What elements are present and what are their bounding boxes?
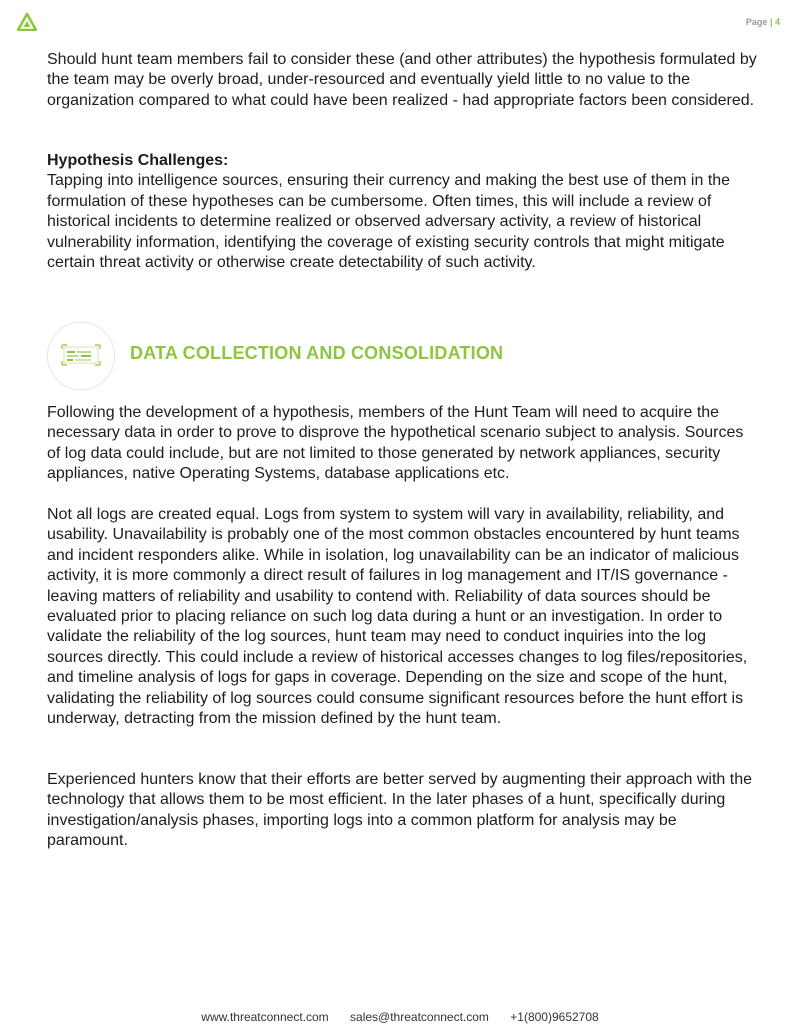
challenges-heading: Hypothesis Challenges: xyxy=(47,152,229,169)
section-title: DATA COLLECTION AND CONSOLIDATION xyxy=(130,343,504,363)
page-number xyxy=(746,17,780,27)
section-icon-circle xyxy=(47,322,115,390)
paragraph-3: Following the development of a hypothesis, members of the Hunt Team will need to acquire the necessary data in order to prove to disprove the hypothetical scenario subject to analysis. Sources of log data could include, but are not limited to those generated by network appliances, security appliances, native Operating Systems, database applications etc. xyxy=(47,404,744,483)
threatconnect-logo xyxy=(17,13,37,31)
paragraph-1: Should hunt team members fail to consider these (and other attributes) the hypothesis formulated by the team may be overly broad, under-resourced and eventually yield little to no value to the organization compared to what could have been realized - had appropriate factors been considered. xyxy=(47,51,757,109)
footer-phone: +1(800)9652708 xyxy=(510,1010,599,1024)
page-label: Page xyxy=(745,17,768,27)
footer-website[interactable]: www.threatconnect.com xyxy=(201,1010,329,1024)
paragraph-4: Not all logs are created equal. Logs from system to system will vary in availability, reliability, and usability. Unavailability is probably one of the most common obstacles encountered by hunt teams and incident responders alike. While in isolation, log unavailability can be an indicator of malicious activity, it is more commonly a direct result of failures in log management and IT/IS governance - leaving matters of reliability and usability to contend with. Reliability of data sources should be evaluated prior to placing reliance on such log data during a hunt or an investigation. In order to validate the reliability of the log sources, hunt team may need to conduct inquiries into the log sources directly. This could include a review of historical accesses changes to log files/repositories, and timeline analysis of logs for gaps in coverage. Depending on the size and scope of the hunt, validating the reliability of log sources could consume significant resources before the hunt effort is underway, detracting from the mission defined by the hunt team. xyxy=(47,506,748,728)
page-number-value: 4 xyxy=(774,17,780,27)
footer-email[interactable]: sales@threatconnect.com xyxy=(350,1010,489,1024)
page-separator: | xyxy=(769,17,773,27)
paragraph-2: Tapping into intelligence sources, ensuring their currency and making the best use of them in the formulation of these hypotheses can be cumbersome. Often times, this will include a review of historical incidents to determine realized or observed adversary activity, a review of historical vulnerability information, identifying the coverage of existing security controls that might mitigate certain threat activity or otherwise create detectability of such activity. xyxy=(47,172,731,272)
hypothesis-challenges-block xyxy=(47,151,759,273)
paragraph-5: Experienced hunters know that their efforts are better served by augmenting their approach with the technology that allows them to be most efficient. In the later phases of a hunt, specifically during investigation/analysis phases, importing logs into a common platform for analysis may be paramount. xyxy=(47,771,752,850)
data-consolidation-icon xyxy=(48,323,114,389)
footer xyxy=(0,1010,800,1024)
